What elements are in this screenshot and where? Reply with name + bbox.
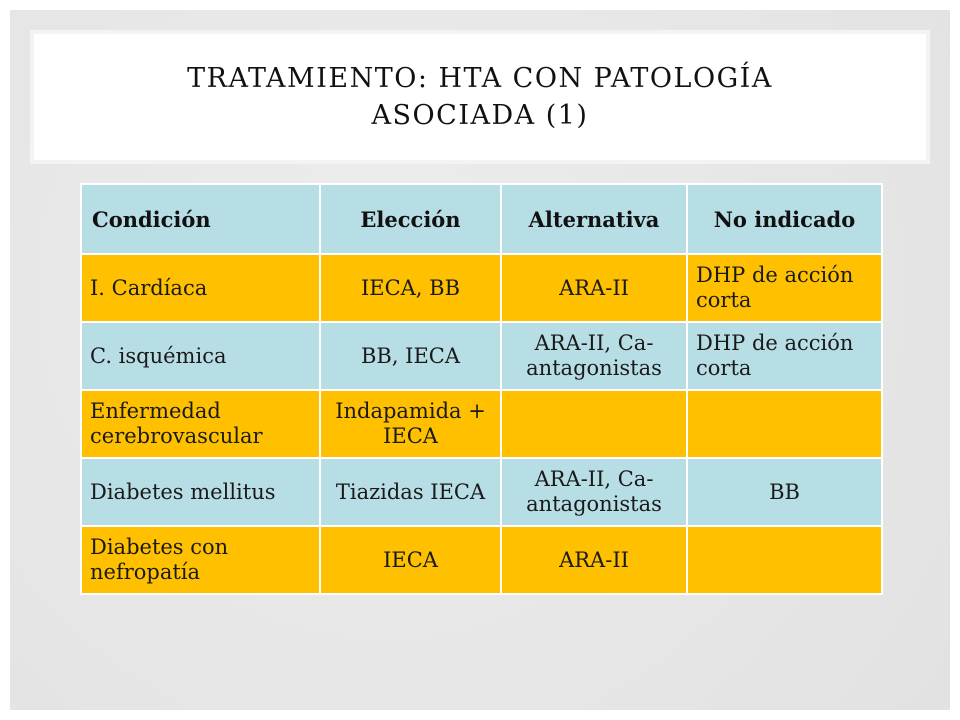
- cell-condicion: Enfermedad cerebrovascular: [81, 390, 320, 458]
- cell-no-indicado: [687, 390, 882, 458]
- table-row: [81, 322, 882, 390]
- cell-eleccion: BB, IECA: [320, 322, 501, 390]
- cell-condicion: C. isquémica: [81, 322, 320, 390]
- cell-eleccion: Tiazidas IECA: [320, 458, 501, 526]
- title-box: [30, 30, 930, 164]
- cell-alternativa: ARA-II, Ca-antagonistas: [501, 458, 687, 526]
- header-alternativa: Alternativa: [501, 184, 687, 254]
- cell-no-indicado: DHP de acción corta: [687, 254, 882, 322]
- cell-alternativa: ARA-II, Ca-antagonistas: [501, 322, 687, 390]
- cell-condicion: I. Cardíaca: [81, 254, 320, 322]
- cell-alternativa: ARA-II: [501, 254, 687, 322]
- table-header-row: [81, 184, 882, 254]
- cell-alternativa: ARA-II: [501, 526, 687, 594]
- header-condicion: Condición: [81, 184, 320, 254]
- table-row: [81, 254, 882, 322]
- cell-eleccion: IECA, BB: [320, 254, 501, 322]
- header-no-indicado: No indicado: [687, 184, 882, 254]
- table-row: [81, 390, 882, 458]
- cell-no-indicado: BB: [687, 458, 882, 526]
- treatment-table: [80, 183, 883, 595]
- cell-no-indicado: DHP de acción corta: [687, 322, 882, 390]
- table-row: [81, 458, 882, 526]
- cell-eleccion: IECA: [320, 526, 501, 594]
- header-eleccion: Elección: [320, 184, 501, 254]
- cell-no-indicado: [687, 526, 882, 594]
- cell-condicion: Diabetes con nefropatía: [81, 526, 320, 594]
- cell-condicion: Diabetes mellitus: [81, 458, 320, 526]
- cell-eleccion: Indapamida + IECA: [320, 390, 501, 458]
- slide-title: TRATAMIENTO: HTA CON PATOLOGÍA ASOCIADA (1): [187, 63, 773, 131]
- cell-alternativa: [501, 390, 687, 458]
- table-row: [81, 526, 882, 594]
